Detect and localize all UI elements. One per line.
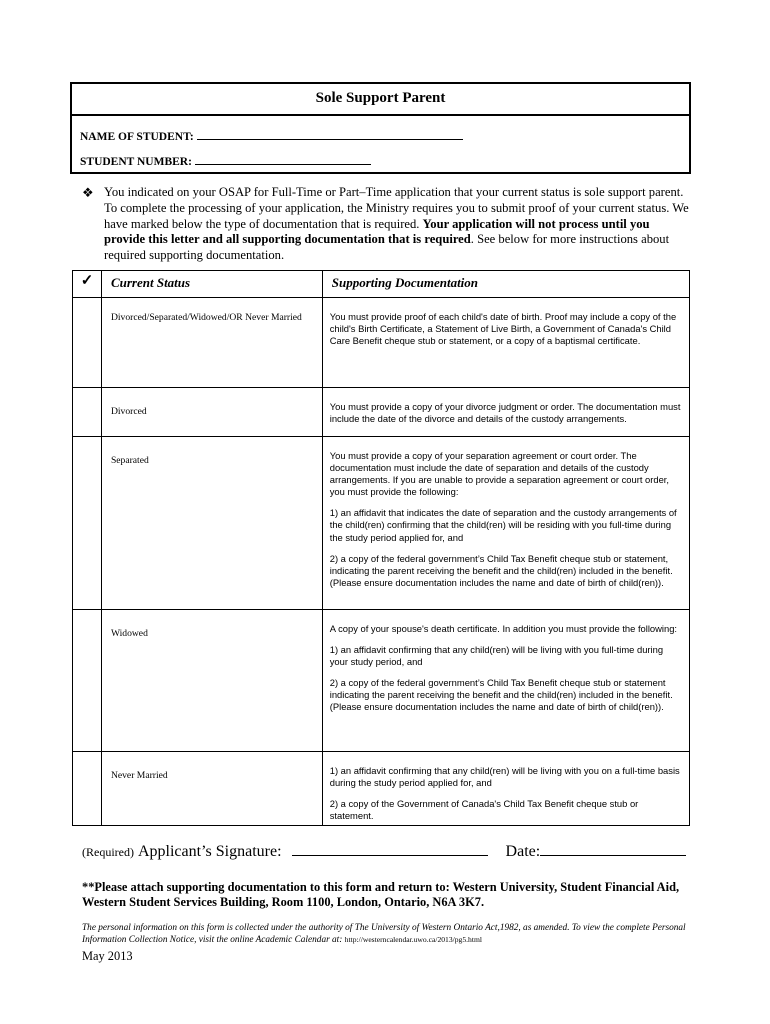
status-cell: Divorced: [101, 388, 322, 437]
signature-colon: :: [277, 843, 282, 860]
table-row: [73, 298, 690, 388]
check-mark-icon: ✓: [73, 271, 102, 298]
status-cell: Widowed: [101, 610, 322, 752]
form-title: Sole Support Parent: [72, 84, 689, 116]
student-name-field[interactable]: [197, 130, 463, 140]
intro-text-bold: Your application will not process until you provide this letter and all supporting documentation that is required: [104, 216, 650, 247]
required-note: (Required): [82, 845, 134, 859]
documentation-paragraph: 2) a copy of the federal government’s Child Tax Benefit cheque stub or statement, indicating the parent receiving the benefit and the child(ren) included in the benefit. (Please ensure documentation includes the name and date of birth of child(ren)).: [329, 552, 673, 588]
privacy-text: The personal information on this form is collected under the authority of The University of Western Ontario Act,1982, as amended. To view the complete Personal Information Collection Notice, visit the online Academic Calendar at:: [82, 923, 686, 946]
intro-paragraph: [82, 185, 689, 264]
documentation-paragraph: A copy of your spouse's death certificate. In addition you must provide the following:: [329, 623, 678, 634]
student-name-row: [80, 130, 463, 143]
form-header: [70, 82, 691, 174]
documentation-cell: [322, 437, 689, 610]
current-status-header: Current Status: [101, 271, 322, 298]
status-checkbox[interactable]: [73, 752, 102, 826]
table-header-row: [73, 271, 690, 298]
signature-label: Applicant’s Signature: [137, 843, 278, 860]
status-checkbox[interactable]: [73, 388, 102, 437]
status-checkbox[interactable]: [73, 298, 102, 388]
table-row: [73, 752, 690, 826]
student-number-row: [80, 155, 371, 168]
student-number-label: STUDENT NUMBER:: [80, 156, 192, 168]
date-field[interactable]: [540, 842, 686, 856]
documentation-paragraph: 1) an affidavit confirming that any child(ren) will be living with you on a full-time basis during the study period applied for, and: [329, 765, 680, 789]
documentation-paragraph: 2) a copy of the federal government’s Child Tax Benefit cheque stub or statement indicating the parent receiving the benefit and the child(ren) included in the benefit. (Please ensure documentation includes the name and date of birth of child(ren)).: [329, 677, 673, 713]
documentation-table: [72, 270, 690, 826]
intro-text-start: You indicated on your OSAP for Full-Time or Part–Time application that your current status is sole support parent. To complete the processing of your application, the Ministry requires you to submit proof of your current status. We have marked below the type of documentation that is required.: [104, 185, 689, 231]
student-number-field[interactable]: [195, 155, 371, 165]
documentation-cell: [322, 752, 689, 826]
signature-field[interactable]: [292, 842, 488, 856]
calendar-link[interactable]: http://westerncalendar.uwo.ca/2013/pg5.html: [344, 935, 482, 945]
supporting-documentation-header: Supporting Documentation: [322, 271, 689, 298]
intro-text-end: . See below for more instructions about required supporting documentation.: [104, 232, 670, 263]
intro-text: [104, 185, 689, 264]
documentation-cell: [322, 298, 689, 388]
signature-line: [82, 842, 686, 861]
documentation-paragraph: You must provide a copy of your divorce judgment or order. The documentation must include the date of the divorce and details of the custody arrangements.: [329, 401, 681, 425]
table-row: [73, 388, 690, 437]
table-row: [73, 610, 690, 752]
return-instructions: **Please attach supporting documentation to this form and return to: Western University, Student Financial Aid, Western Student Services Building, Room 1100, London, Ontario, N6A 3K7.: [82, 880, 680, 910]
status-cell: Divorced/Separated/Widowed/OR Never Married: [101, 298, 322, 388]
documentation-paragraph: 1) an affidavit that indicates the date of separation and the custody arrangements of the child(ren) confirming that the child(ren) will be residing with you full-time during the study period applied for, and: [329, 507, 677, 543]
student-name-label: NAME OF STUDENT:: [80, 131, 194, 143]
revision-date: May 2013: [82, 949, 133, 963]
date-label: Date:: [505, 843, 541, 860]
documentation-paragraph: 2) a copy of the Government of Canada's Child Tax Benefit cheque stub or statement.: [329, 798, 639, 822]
status-cell: Separated: [101, 437, 322, 610]
status-cell: Never Married: [101, 752, 322, 826]
documentation-paragraph: You must provide proof of each child's date of birth. Proof may include a copy of the child's Birth Certificate, a Statement of Live Birth, a Government of Canada's Child Care Benefit cheque stub or statement, or a copy of a baptismal certificate.: [329, 311, 677, 347]
documentation-paragraph: 1) an affidavit confirming that any child(ren) will be living with you full-time during your study period, and: [329, 644, 664, 668]
documentation-cell: [322, 388, 689, 437]
privacy-notice: [82, 922, 692, 946]
documentation-cell: [322, 610, 689, 752]
diamond-bullet-icon: ❖: [82, 185, 94, 200]
status-checkbox[interactable]: [73, 437, 102, 610]
documentation-paragraph: You must provide a copy of your separation agreement or court order. The documentation must include the date of separation and details of the custody arrangements. If you are unable to provide a separation agreement or court order, you must provide the following:: [329, 450, 669, 498]
table-row: [73, 437, 690, 610]
status-checkbox[interactable]: [73, 610, 102, 752]
